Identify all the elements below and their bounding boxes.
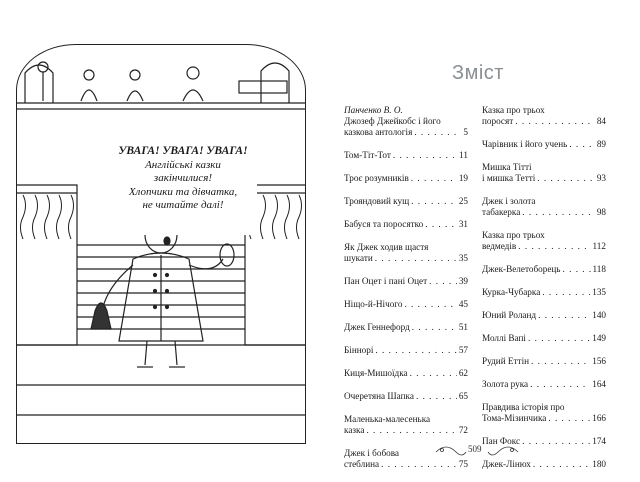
dot-leader	[518, 241, 590, 252]
dot-leader	[375, 345, 456, 356]
toc-entry-page: 135	[592, 287, 606, 297]
toc-column-right	[482, 105, 606, 482]
toc-entry-title: Юний Роланд	[482, 310, 537, 320]
toc-entry-title: Ніщо-й-Нічого	[344, 299, 403, 309]
toc-entry-page: 180	[592, 459, 606, 469]
toc-entry-page: 39	[458, 276, 468, 286]
toc-entry-page: 51	[458, 322, 468, 332]
toc-entry-title: Киця-Мишоїдка	[344, 368, 408, 378]
toc-entry	[482, 105, 606, 127]
dot-leader	[537, 173, 595, 184]
toc-entry-page: 35	[458, 253, 468, 263]
toc-entry-title: Трояндовий кущ	[344, 196, 410, 206]
toc-entry-page: 89	[596, 139, 606, 149]
toc-entry	[344, 150, 468, 161]
toc-entry-title: Чарівник і його учень	[482, 139, 568, 149]
dot-leader	[528, 333, 590, 344]
toc-entry-title: Троє розумників	[344, 173, 409, 183]
toc-entry-title: Золота рука	[482, 379, 529, 389]
toc-entry-page: 75	[458, 459, 468, 469]
toc-entry-title: шукати	[344, 253, 373, 263]
dot-leader	[414, 127, 461, 138]
dot-leader	[531, 356, 590, 367]
toc-entry	[344, 242, 468, 264]
dot-leader	[538, 310, 590, 321]
toc-entry	[482, 230, 606, 252]
dot-leader	[542, 287, 590, 298]
toc-entry-page: 166	[592, 413, 606, 423]
page-number-ornament	[432, 440, 522, 462]
toc-entry-author: Панченко В. О.	[344, 105, 403, 115]
toc-entry-title: казка	[344, 425, 365, 435]
toc-entry	[482, 139, 606, 150]
toc-entry-title: Пан Оцет і пані Оцет	[344, 276, 428, 286]
toc-entry-title: Очеретяна Шапка	[344, 391, 414, 401]
toc-entry-title: Маленька-малесенька	[344, 414, 431, 424]
toc-entry-page: 98	[596, 207, 606, 217]
toc-title: Зміст	[452, 62, 504, 84]
dot-leader	[375, 253, 457, 264]
toc-entry	[482, 379, 606, 390]
toc-entry	[482, 310, 606, 321]
notice-heading: УВАГА! УВАГА! УВАГА!	[118, 145, 248, 157]
dot-leader	[429, 276, 457, 287]
toc-entry-page: 164	[592, 379, 606, 389]
toc-entry	[344, 196, 468, 207]
toc-entry-title: і мишка Тетті	[482, 173, 536, 183]
toc-entry-page: 11	[459, 150, 468, 160]
dot-leader	[411, 173, 457, 184]
toc-entry-title: Джозеф Джейкобс і його	[344, 116, 441, 126]
toc-entry-title: Казка про трьох	[482, 230, 545, 240]
dot-leader	[533, 459, 590, 470]
dot-leader	[515, 116, 595, 127]
dot-leader	[522, 207, 595, 218]
toc-entry-page: 112	[592, 241, 606, 251]
toc-entry-title: казкова антологія	[344, 127, 413, 137]
warning-notice	[109, 145, 257, 235]
notice-line: закінчилися!	[153, 172, 213, 184]
toc-entry	[344, 276, 468, 287]
toc-entry-page: 174	[592, 436, 606, 446]
toc-entry-page: 5	[463, 127, 468, 137]
dot-leader	[530, 379, 590, 390]
toc-entry-title: Пан Фокс	[482, 436, 521, 446]
toc-entry-title: Джек і золота	[482, 196, 536, 206]
toc-entry-title: Рудий Еттін	[482, 356, 530, 366]
toc-entry	[482, 287, 606, 298]
dot-leader	[522, 436, 590, 447]
dot-leader	[366, 425, 456, 436]
toc-entry	[344, 219, 468, 230]
toc-entry-title: стеблина	[344, 459, 380, 469]
dot-leader	[412, 322, 457, 333]
dot-leader	[404, 299, 456, 310]
toc-entry-title: Джек-Велетоборець	[482, 264, 561, 274]
toc-entry-page: 93	[596, 173, 606, 183]
toc-entry-page: 65	[458, 391, 468, 401]
toc-entry-page: 57	[458, 345, 468, 355]
toc-entry	[344, 345, 468, 356]
dot-leader	[569, 139, 594, 150]
notice-line: Англійські казки	[145, 158, 221, 171]
dot-leader	[425, 219, 457, 230]
toc-entry-page: 62	[458, 368, 468, 378]
toc-entry-page: 45	[458, 299, 468, 309]
toc-entry-page: 72	[458, 425, 468, 435]
toc-entry	[344, 173, 468, 184]
toc-entry-title: Том-Тіт-Тот	[344, 150, 391, 160]
toc-entry-title: Мишка Тітті	[482, 162, 532, 172]
toc-entry	[482, 196, 606, 218]
toc-entry	[482, 264, 606, 275]
dot-leader	[548, 413, 590, 424]
toc-entry-title: Біннорі	[344, 345, 374, 355]
dot-leader	[563, 264, 591, 275]
toc-entry-title: табакерка	[482, 207, 521, 217]
toc-entry	[344, 391, 468, 402]
toc-entry-title: Правдива історія про	[482, 402, 565, 412]
toc-entry-title: Джек Геннефорд	[344, 322, 410, 332]
toc-entry	[344, 105, 468, 138]
toc-entry-page: 31	[458, 219, 468, 229]
toc-entry-page: 140	[592, 310, 606, 320]
toc-entry	[344, 299, 468, 310]
toc-entry-title: Бабуся та поросятко	[344, 219, 424, 229]
toc-column-left	[344, 105, 468, 482]
dot-leader	[411, 196, 457, 207]
toc-entry-title: Тома-Мізинчика	[482, 413, 547, 423]
notice-line: Хлопчики та дівчатка,	[128, 185, 238, 198]
toc-entry-page: 118	[592, 264, 606, 274]
toc-entry	[482, 162, 606, 184]
toc-entry-page: 156	[592, 356, 606, 366]
toc-entry-page: 19	[458, 173, 468, 183]
toc-entry-title: ведмедів	[482, 241, 517, 251]
toc-entry-title: Як Джек ходив щастя	[344, 242, 429, 252]
toc-entry-page: 149	[592, 333, 606, 343]
toc-entry-title: Джек-Лінюх	[482, 459, 531, 469]
toc-entry-title: Джек і бобова	[344, 448, 400, 458]
toc-entry	[482, 356, 606, 367]
toc-entry	[344, 322, 468, 333]
toc-entry	[482, 402, 606, 424]
dot-leader	[393, 150, 457, 161]
page-number: 509	[468, 444, 482, 454]
toc-entry-title: поросят	[482, 116, 514, 126]
toc-entry	[344, 368, 468, 379]
notice-line: не читайте далі!	[142, 199, 224, 211]
toc-entry-title: Моллі Вапі	[482, 333, 526, 343]
town-crier-illustration	[16, 44, 306, 444]
toc-entry-title: Курка-Чубарка	[482, 287, 541, 297]
toc-entry-page: 84	[596, 116, 606, 126]
toc-entry	[344, 414, 468, 436]
dot-leader	[410, 368, 457, 379]
dot-leader	[416, 391, 457, 402]
toc-entry-title: Казка про трьох	[482, 105, 545, 115]
toc-entry	[482, 333, 606, 344]
toc-entry-page: 25	[458, 196, 468, 206]
illustration-drawing	[17, 45, 305, 443]
